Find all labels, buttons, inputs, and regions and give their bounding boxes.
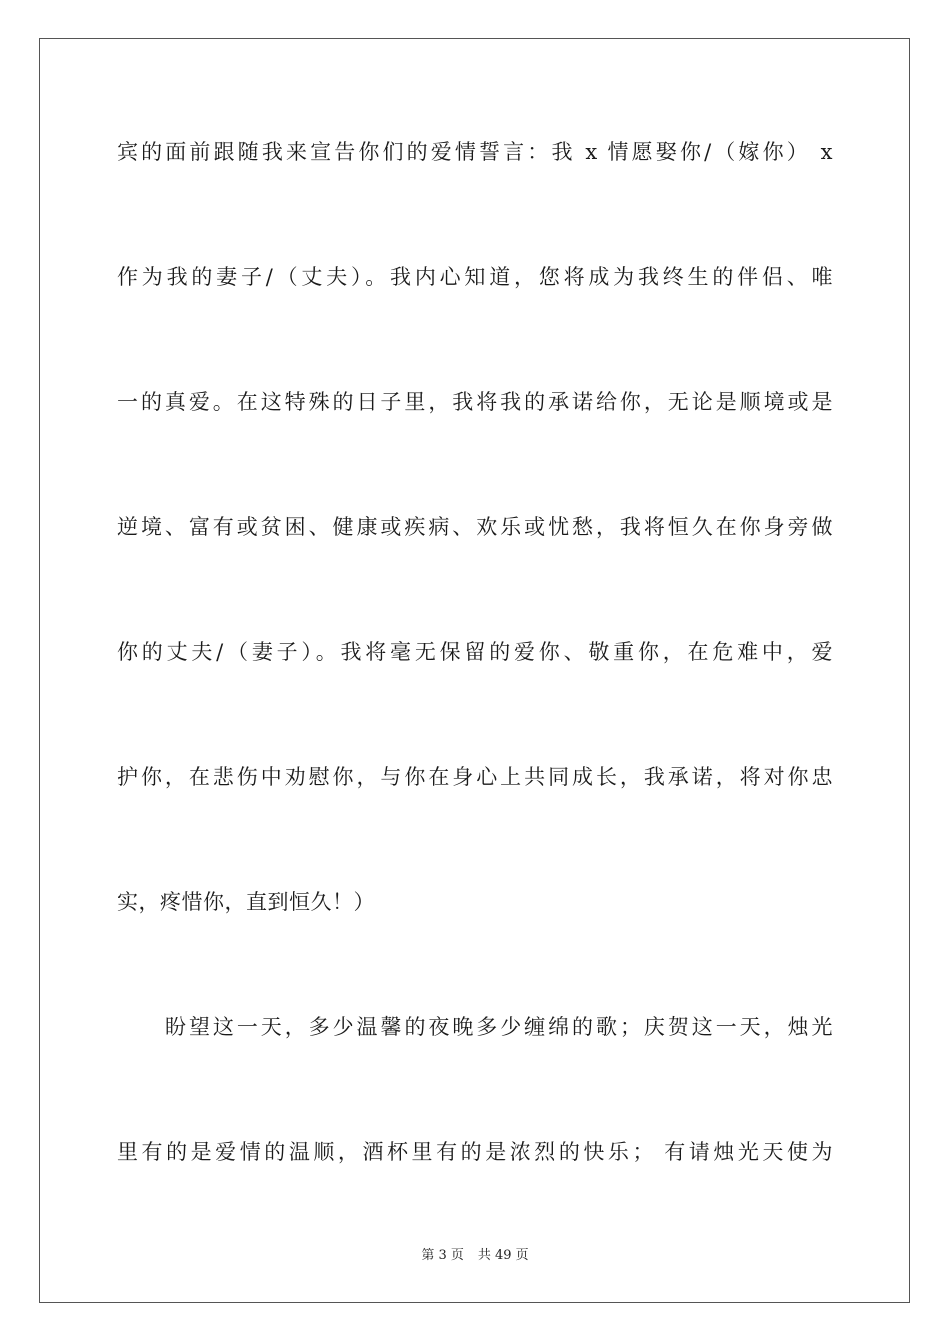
page-frame bbox=[39, 38, 910, 1303]
page-number: 第 3 页 bbox=[421, 1248, 464, 1263]
page-total: 共 49 页 bbox=[477, 1248, 529, 1263]
text-line-3: 一的真爱。在这特殊的日子里，我将我的承诺给你，无论是顺境或是 bbox=[117, 390, 833, 414]
text-line-1: 宾的面前跟随我来宣告你们的爱情誓言：我 x 情愿娶你/（嫁你） x bbox=[117, 140, 833, 164]
text-line-8: 盼望这一天，多少温馨的夜晚多少缠绵的歌；庆贺这一天，烛光 bbox=[165, 1015, 833, 1039]
text-line-5: 你的丈夫/（妻子）。我将毫无保留的爱你、敬重你，在危难中，爱 bbox=[117, 640, 833, 664]
text-line-6: 护你，在悲伤中劝慰你，与你在身心上共同成长，我承诺，将对你忠 bbox=[117, 765, 833, 789]
page-footer bbox=[0, 1247, 950, 1265]
text-line-2: 作为我的妻子/（丈夫）。我内心知道，您将成为我终生的伴侣、唯 bbox=[117, 265, 833, 289]
text-line-4: 逆境、富有或贫困、健康或疾病、欢乐或忧愁，我将恒久在你身旁做 bbox=[117, 515, 833, 539]
text-line-9: 里有的是爱情的温顺，酒杯里有的是浓烈的快乐； 有请烛光天使为 bbox=[117, 1140, 833, 1164]
text-line-7: 实，疼惜你，直到恒久！） bbox=[117, 890, 375, 914]
